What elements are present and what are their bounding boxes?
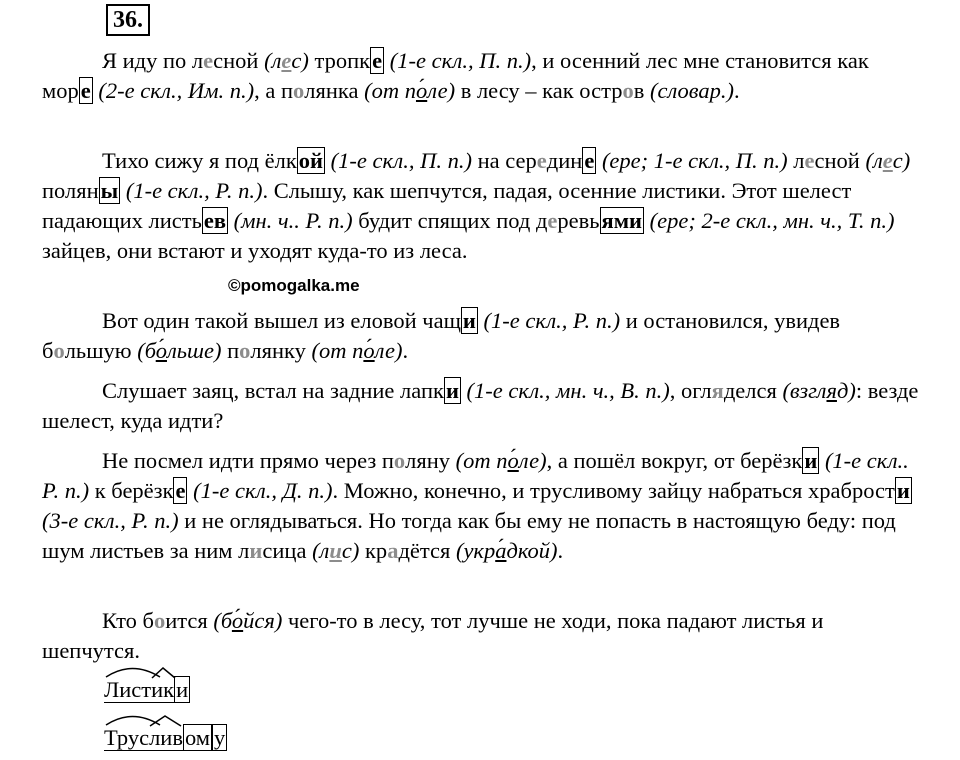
paragraph-6: Кто боится (бо ´йся) чего-то в лесу, тот лучше не ходи, пока падают листья и шепчутся. xyxy=(42,606,922,666)
exercise-number: 36. xyxy=(106,4,150,36)
morpheme-suffix: лив xyxy=(149,724,183,752)
morpheme-analysis-truslivomu xyxy=(104,724,227,752)
paragraph-3: Вот один такой вышел из еловой чащи (1-е скл., Р. п.) и остановился, увидев большую (бо ´льше) полянку (от по ´ле). xyxy=(42,306,922,366)
paragraph-4: Слушает заяц, встал на задние лапки (1-е скл., мн. ч., В. п.), огляделся (взгляд): везде шелест, куда идти? xyxy=(42,378,919,433)
suffix-caret-icon xyxy=(149,715,183,727)
paragraph-1: Я иду по лесной (лес) тропке (1-е скл., П. п.), и осенний лес мне становится как море (2-е скл., Им. п.), а полянка (от по ´ле) в лесу – как остров (словар.). xyxy=(42,46,922,106)
watermark: ©pomogalka.me xyxy=(228,276,360,295)
stem-underline xyxy=(104,750,196,751)
morpheme-analysis-listiki xyxy=(104,676,190,704)
morpheme-ending-letter: у xyxy=(214,725,226,750)
morpheme-ending: и xyxy=(176,677,189,702)
morpheme-root: Лист xyxy=(104,676,151,704)
paragraph-5: Не посмел идти прямо через поляну (от по ´ле), а пошёл вокруг, от берёзки (1-е скл.. Р. п.) к берёзке (1-е скл., Д. п.). Можно, конечно, и трусливому зайцу набраться храбрости (3-е скл., Р. п.) и не оглядываться. Но тогда как бы ему не попасть в настоящую беду: под шум листьев за ним лисица (лис) крадётся (укра ´дкой). xyxy=(42,446,922,566)
morpheme-root: Трус xyxy=(104,724,149,752)
morpheme-ending: ом xyxy=(184,725,211,750)
morpheme-suffix: ик xyxy=(151,676,174,704)
stem-underline xyxy=(104,702,188,703)
paragraph-2: Тихо сижу я под ёлкой (1-е скл., П. п.) на середине (ере; 1-е скл., П. п.) лесной (лес) поляны (1-е скл., Р. п.). Слышу, как шепчутся, падая, осенние листики. Этот шелест падающих листьев (мн. ч.. Р. п.) будит спящих под деревьями (ере; 2-е скл., мн. ч., Т. п.) зайцев, они встают и уходят куда-то из леса. xyxy=(42,148,911,263)
